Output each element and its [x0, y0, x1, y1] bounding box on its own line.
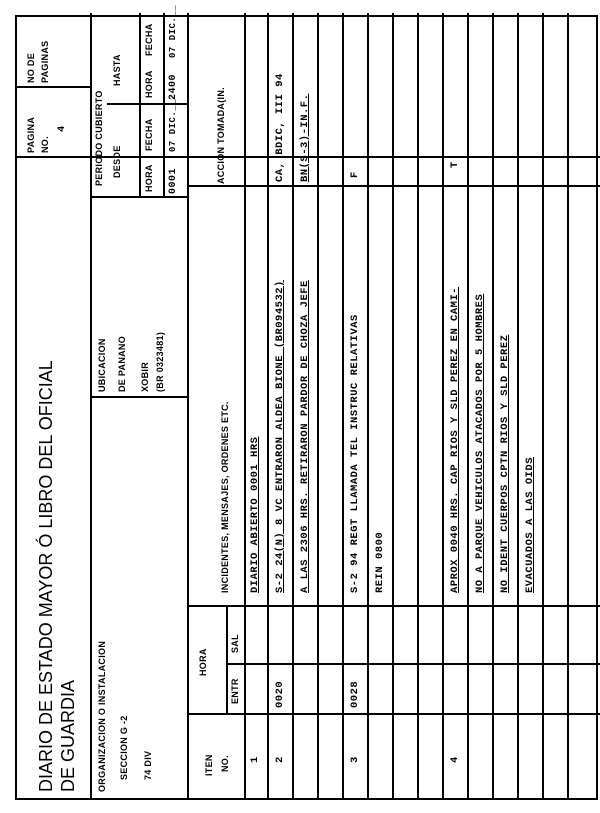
row-text: S-2 94 REGT LLAMADA TEL INSTRUC RELATIVAS	[349, 314, 361, 593]
row-action: T	[449, 161, 461, 168]
row-action: F	[349, 171, 361, 178]
form-title-line2: DE GUARDIA	[58, 679, 78, 792]
col-sal-label: SAL	[230, 634, 240, 653]
row-rule	[567, 13, 569, 798]
row-rule	[542, 13, 544, 798]
staff-journal-form	[15, 4, 598, 800]
form-title-line1: DIARIO DE ESTADO MAYOR Ó LIBRO DEL OFICIAL	[36, 360, 56, 792]
desde-fecha-label: FECHA	[144, 118, 154, 151]
col-entr-label: ENTR	[230, 678, 240, 704]
row-action: BN(S-3)-IN.F.	[299, 93, 311, 182]
row-action: CA, BDIC, III 94	[274, 73, 286, 182]
ubicacion-value3: (BR 0323481)	[155, 331, 165, 392]
desde-hora-label: HORA	[144, 164, 154, 192]
rule	[226, 664, 600, 666]
rule	[90, 158, 92, 798]
row-rule	[367, 13, 369, 798]
row-text: NO IDENT CUERPOS CPTN RIOS Y SLD PEREZ	[499, 334, 511, 593]
pagina-value: 4	[56, 125, 68, 132]
desde-hora-value: 0001	[168, 167, 179, 194]
row-rule	[467, 13, 469, 798]
row-text: REIN 0800	[374, 531, 386, 593]
row-item: 1	[249, 756, 261, 763]
row-text: EVACUADOS A LAS OIDS	[524, 456, 536, 593]
hasta-label: HASTA	[112, 54, 122, 86]
col-item-label: ITEN	[204, 754, 214, 776]
ubicacion-value1: DE PANANO	[117, 335, 127, 392]
row-rule	[292, 13, 294, 798]
hasta-fecha-value: 07 DIC.__	[168, 4, 178, 58]
row-rule	[392, 13, 394, 798]
ubicacion-label: UBICACION	[97, 338, 107, 392]
row-rule	[442, 13, 444, 798]
row-item: 2	[274, 756, 286, 763]
col-hora-label: HORA	[198, 648, 208, 676]
row-time: 0028	[349, 680, 361, 708]
row-rule	[517, 13, 519, 798]
row-text: A LAS 2306 HRS. RETIRARON PARDOR DE CHOZA JEFE	[299, 280, 311, 593]
hasta-hora-value: 2400	[168, 73, 179, 100]
row-rule	[317, 13, 319, 798]
rule	[187, 714, 600, 716]
row-text: DIARIO ABIERTO 0001 HRS	[249, 436, 261, 593]
desde-fecha-value: 07 DIC.__	[168, 98, 178, 152]
org-value-div: 74 DIV	[143, 750, 153, 780]
col-incidentes-label: INCIDENTES, MENSAJES, ORDENES ETC.	[220, 401, 230, 593]
pagina-label-no: NO.	[40, 136, 50, 153]
periodo-label: PERIODO CUBIERTO	[94, 90, 104, 186]
rule	[163, 13, 165, 198]
rule	[187, 186, 600, 188]
rule	[187, 13, 189, 798]
rule	[244, 13, 246, 798]
ubicacion-value2: XOBIR	[140, 361, 150, 392]
rule	[90, 13, 92, 158]
row-rule	[492, 13, 494, 798]
no-paginas-label-2: PAGINAS	[40, 40, 50, 83]
desde-label: DESDE	[112, 145, 122, 178]
hasta-hora-label: HORA	[144, 70, 154, 98]
row-rule	[417, 13, 419, 798]
row-rule	[342, 13, 344, 798]
hasta-fecha-label: FECHA	[144, 23, 154, 56]
row-text: APROX 0040 HRS. CAP RIOS Y SLD PEREZ EN CAMI-	[449, 286, 461, 593]
rule	[226, 607, 228, 715]
col-accion-label: ACCION TOMADA(IN.	[216, 87, 226, 184]
row-text: NO A PARQUE VEHICULOS ATACADOS POR 5 HOMBRES	[474, 293, 486, 593]
rule	[17, 87, 90, 89]
no-paginas-label: NO DE	[26, 52, 36, 83]
org-label: ORGANIZACION O INSTALACION	[97, 640, 107, 792]
rule	[139, 13, 141, 198]
row-item: 3	[349, 756, 361, 763]
rule	[90, 397, 187, 399]
org-value-seccion: SECCION G -2	[119, 715, 129, 780]
row-text: S-2 24(N) 8 VC ENTRARON ALDEA BIONE (BR094532)	[274, 280, 286, 593]
pagina-label: PAGINA	[26, 116, 36, 153]
row-rule	[267, 13, 269, 798]
row-time: 0020	[274, 680, 286, 708]
row-item: 4	[449, 756, 461, 763]
col-item-no-label: NO.	[220, 755, 230, 772]
rule	[187, 606, 600, 608]
